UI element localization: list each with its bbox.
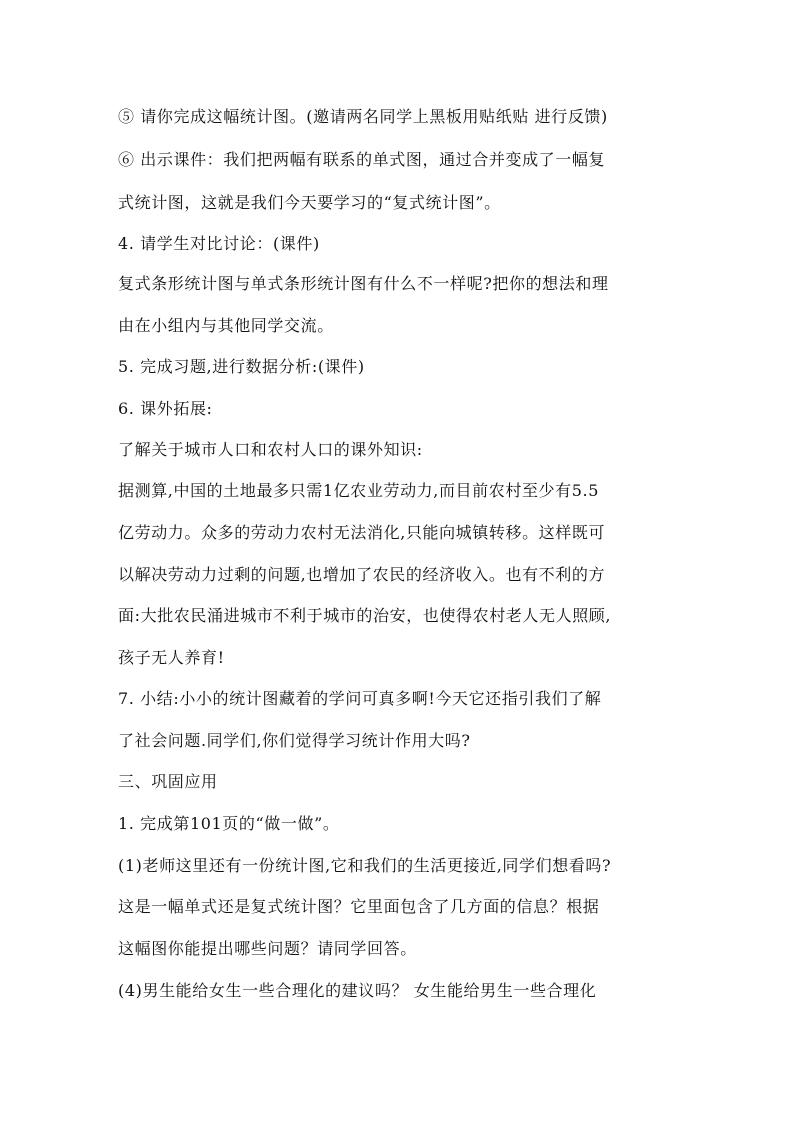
text-line: 了社会问题.同学们,你们觉得学习统计作用大吗? (118, 731, 471, 750)
text-line: 6. 课外拓展: (118, 399, 213, 418)
text-line: 以解决劳动力过剩的问题,也增加了农民的经济收入。也有不利的方 (118, 565, 606, 584)
text-line: 由在小组内与其他同学交流。 (118, 316, 334, 335)
text-line: 面:大批农民涌进城市不利于城市的治安，也使得农村老人无人照顾, (118, 606, 612, 625)
text-line: (1)老师这里还有一份统计图,它和我们的生活更接近,同学们想看吗? (118, 856, 612, 875)
text-line: 复式条形统计图与单式条形统计图有什么不一样呢?把你的想法和理 (118, 274, 609, 293)
text-line: 三、巩固应用 (118, 772, 218, 791)
text-line: 孩子无人养育! (118, 648, 225, 667)
text-line: 4. 请学生对比讨论：(课件) (118, 234, 320, 253)
text-line: 式统计图，这就是我们今天要学习的“复式统计图”。 (118, 193, 501, 212)
text-line: (4)男生能给女生一些合理化的建议吗？ 女生能给男生一些合理化 (118, 981, 597, 1000)
text-line: 7. 小结:小小的统计图藏着的学问可真多啊!今天它还指引我们了解 (118, 689, 602, 708)
text-line: 这幅图你能提出哪些问题？请同学回答。 (118, 939, 417, 958)
text-line: 了解关于城市人口和农村人口的课外知识: (118, 440, 423, 459)
text-line: ⑤ 请你完成这幅统计图。(邀请两名同学上黑板用贴纸贴 进行反馈) (118, 107, 608, 126)
text-line: 5. 完成习题,进行数据分析:(课件) (118, 357, 365, 376)
text-line: 这是一幅单式还是复式统计图？它里面包含了几方面的信息？根据 (118, 897, 600, 916)
text-line: 据测算,中国的土地最多只需1亿农业劳动力,而目前农村至少有5.5 (118, 481, 599, 500)
text-line: ⑥ 出示课件：我们把两幅有联系的单式图，通过合并变成了一幅复 (118, 150, 606, 169)
text-line: 亿劳动力。众多的劳动力农村无法消化,只能向城镇转移。这样既可 (118, 523, 606, 542)
text-line: 1. 完成第101页的“做一做”。 (118, 814, 340, 833)
